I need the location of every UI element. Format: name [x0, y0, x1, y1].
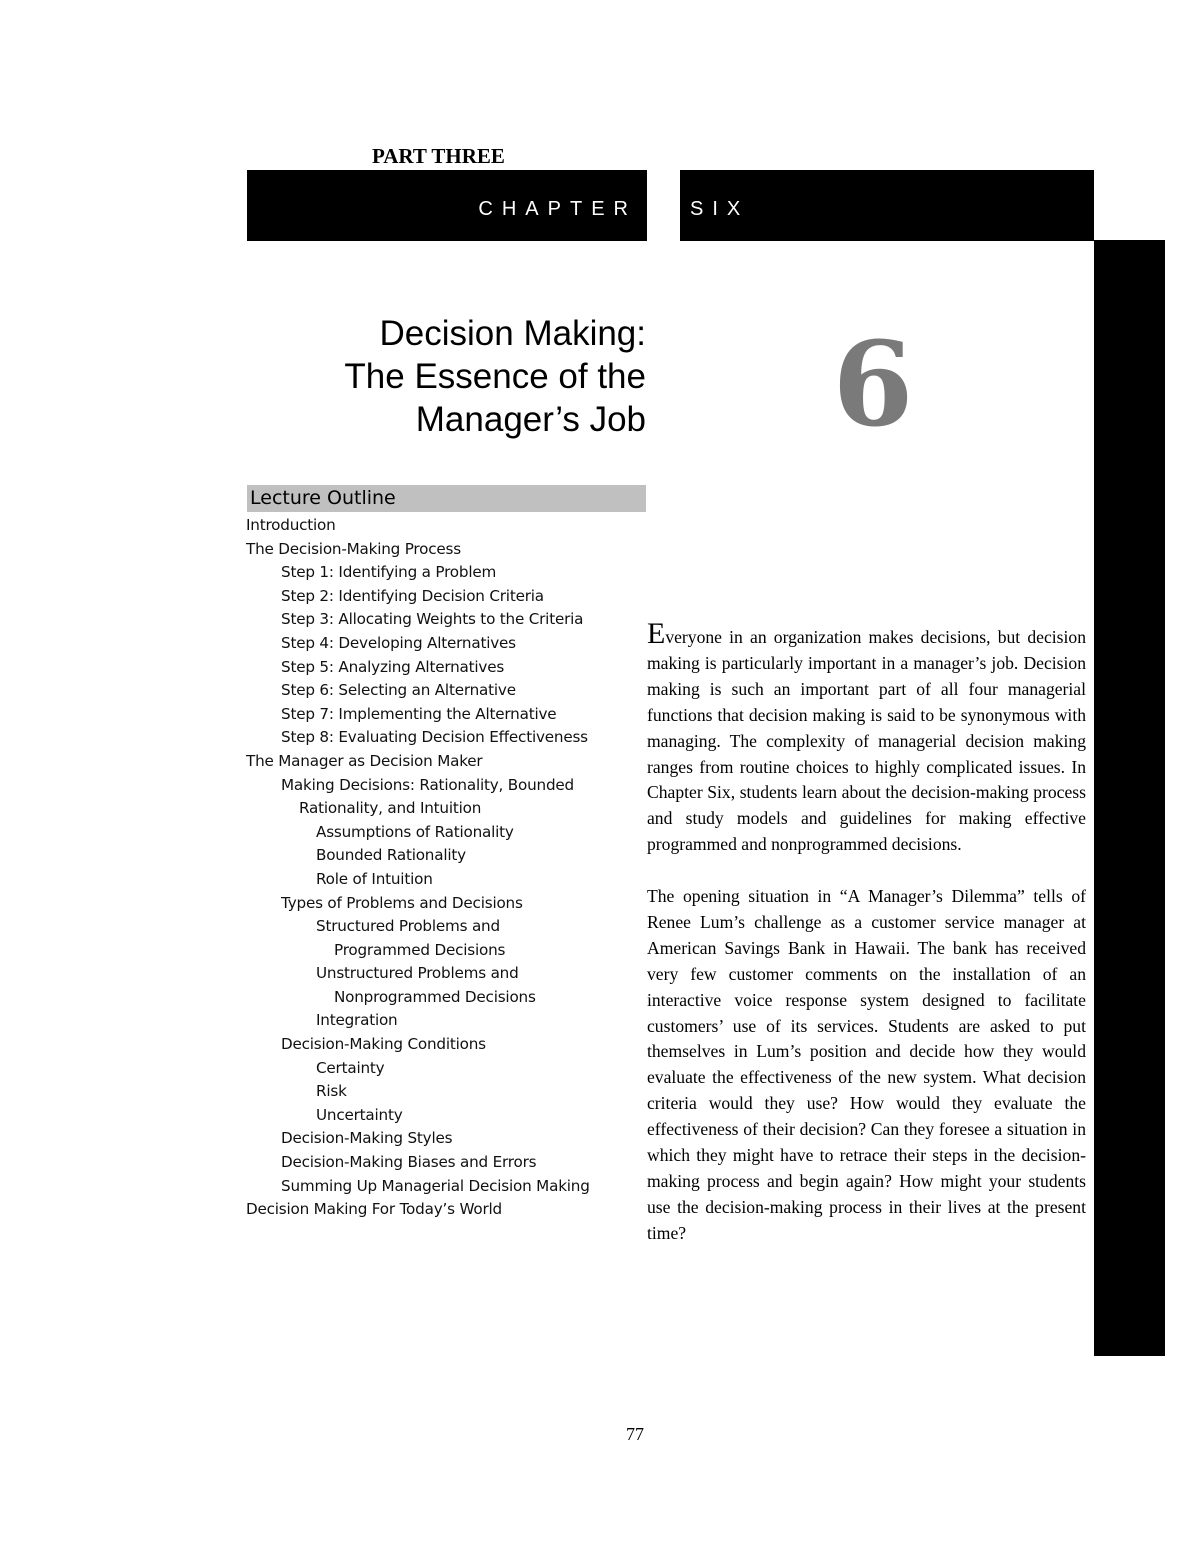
intro-paragraph-1-text: veryone in an organization makes decisions, but decision making is particularly important in a manager’s job. Decision making is such an important part of all four managerial functions that decision making is said to be synonymous with managing. The complexity of managerial decision making ranges from routine choices to highly complicated issues. In Chapter Six, students learn about the decision-making process and study models and guidelines for making effective programmed and nonprogrammed decisions.	[647, 627, 1086, 855]
lecture-outline-heading	[247, 485, 646, 512]
outline-item: Decision-Making Styles	[281, 1129, 453, 1148]
outline-item: Nonprogrammed Decisions	[334, 987, 536, 1006]
lecture-outline-list	[246, 514, 646, 1222]
outline-item: Types of Problems and Decisions	[281, 893, 523, 912]
chapter-number: 6	[832, 317, 914, 453]
outline-item: The Decision-Making Process	[246, 539, 461, 558]
chapter-title-line-1: Decision Making:	[379, 314, 646, 353]
outline-item: Step 3: Allocating Weights to the Criteria	[281, 610, 584, 629]
outline-item: Step 5: Analyzing Alternatives	[281, 657, 505, 676]
outline-item: Step 6: Selecting an Alternative	[281, 681, 516, 700]
chapter-intro-text	[647, 617, 1086, 1247]
outline-item: Step 8: Evaluating Decision Effectiveness	[281, 728, 588, 747]
chapter-title-line-3: Manager’s Job	[415, 400, 646, 439]
drop-cap: E	[647, 617, 666, 650]
outline-item: Risk	[316, 1082, 347, 1101]
outline-item: Rationality, and Intuition	[299, 799, 482, 818]
outline-item: Bounded Rationality	[316, 846, 466, 865]
part-label: PART THREE	[372, 144, 505, 168]
outline-item: Decision-Making Biases and Errors	[281, 1153, 537, 1172]
outline-item: Making Decisions: Rationality, Bounded	[281, 775, 574, 794]
chapter-word: CHAPTER	[478, 198, 637, 220]
page-number: 77	[626, 1424, 644, 1444]
outline-item: Programmed Decisions	[334, 940, 506, 959]
outline-item: Decision Making For Today’s World	[246, 1200, 502, 1219]
chapter-number-word: SIX	[690, 198, 750, 220]
intro-paragraph-2: The opening situation in “A Manager’s Dilemma” tells of Renee Lum’s challenge as a customer service manager at American Savings Bank in Hawaii. The bank has received very few customer comments on the installation of an interactive voice response system designed to facilitate customers’ use of its services. Students are asked to put themselves in Lum’s position and decide how they would evaluate the effectiveness of the new system. What decision criteria would they use? How would they evaluate the effectiveness of their decision? Can they foresee a situation in which they might have to retrace their steps in the decision-making process and begin again? How might your students use the decision-making process in their lives at the present time?	[647, 886, 1086, 1243]
chapter-title	[300, 312, 646, 441]
outline-item: Step 7: Implementing the Alternative	[281, 704, 557, 723]
chapter-banner-left	[247, 170, 647, 241]
outline-item: The Manager as Decision Maker	[246, 751, 483, 770]
outline-item: Step 4: Developing Alternatives	[281, 633, 516, 652]
outline-item: Summing Up Managerial Decision Making	[281, 1176, 590, 1195]
outline-item: Role of Intuition	[316, 869, 433, 888]
outline-item: Uncertainty	[316, 1105, 403, 1124]
side-tab-bar	[1094, 240, 1165, 1356]
outline-item: Unstructured Problems and	[316, 964, 519, 983]
lecture-outline-heading-text: Lecture Outline	[250, 487, 396, 509]
outline-item: Assumptions of Rationality	[316, 822, 514, 841]
chapter-title-line-2: The Essence of the	[344, 357, 646, 396]
outline-item: Step 1: Identifying a Problem	[281, 563, 497, 582]
outline-item: Step 2: Identifying Decision Criteria	[281, 586, 544, 605]
outline-item: Decision-Making Conditions	[281, 1035, 486, 1054]
chapter-banner-right	[680, 170, 1094, 241]
outline-item: Structured Problems and	[316, 917, 500, 936]
outline-item: Certainty	[316, 1058, 385, 1077]
intro-paragraph-1	[647, 617, 1086, 858]
outline-item: Integration	[316, 1011, 398, 1030]
outline-item: Introduction	[246, 516, 336, 534]
